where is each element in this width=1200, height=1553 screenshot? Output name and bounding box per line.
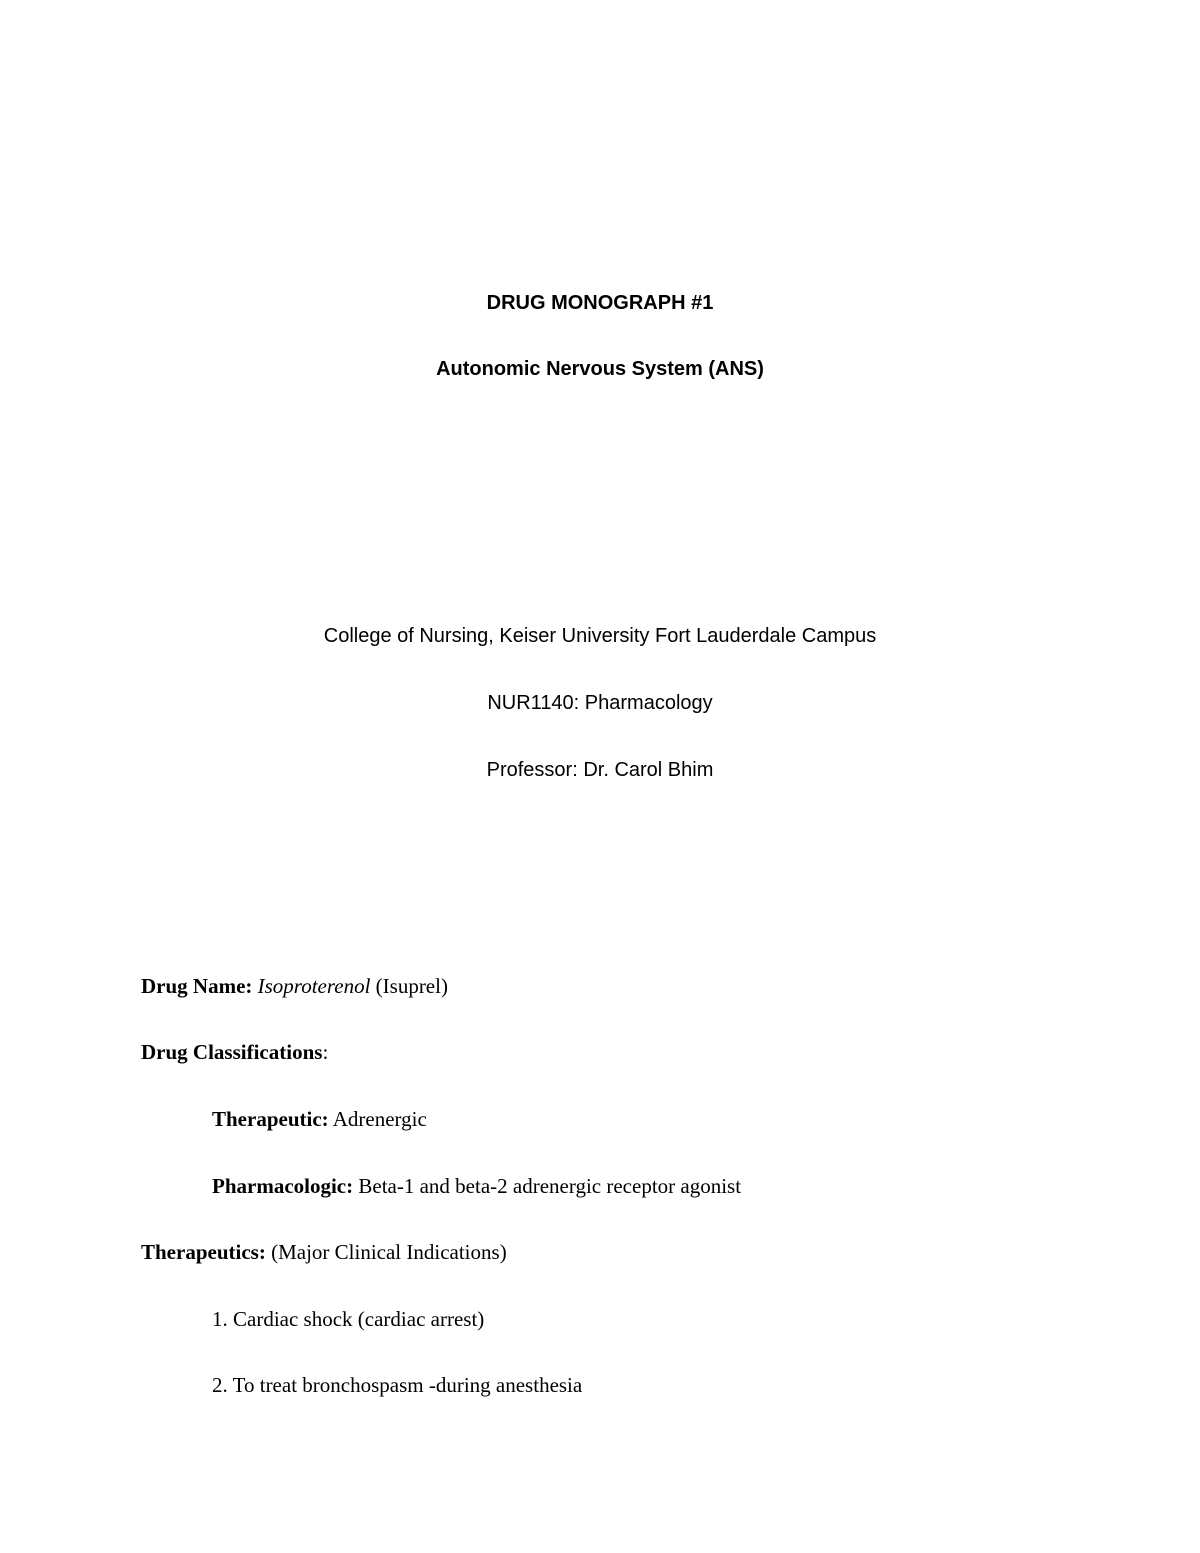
college-line: College of Nursing, Keiser University Fort Lauderdale Campus xyxy=(323,625,877,647)
drug-name-label: Drug Name: xyxy=(141,974,253,998)
pharmacologic-label: Pharmacologic: xyxy=(212,1174,354,1198)
therapeutic-line xyxy=(212,1107,427,1132)
therapeutic-value: Adrenergic xyxy=(328,1107,427,1131)
pharmacologic-value: Beta-1 and beta-2 adrenergic receptor agonist xyxy=(353,1174,742,1198)
classifications-colon: : xyxy=(322,1040,329,1064)
document-title: DRUG MONOGRAPH #1 xyxy=(486,292,714,314)
classifications-line xyxy=(141,1040,328,1065)
therapeutics-value: (Major Clinical Indications) xyxy=(265,1240,507,1264)
therapeutic-label: Therapeutic: xyxy=(212,1107,329,1131)
drug-name-line xyxy=(141,974,448,999)
indication-item: 1. Cardiac shock (cardiac arrest) xyxy=(212,1307,485,1331)
course-line: NUR1140: Pharmacology xyxy=(487,692,713,714)
therapeutics-label: Therapeutics: xyxy=(141,1240,266,1264)
pharmacologic-line xyxy=(212,1174,741,1199)
therapeutics-line xyxy=(141,1240,507,1265)
classifications-label: Drug Classifications xyxy=(141,1040,323,1064)
drug-name-generic: Isoproterenol xyxy=(257,974,371,998)
professor-line: Professor: Dr. Carol Bhim xyxy=(486,759,714,781)
drug-name-brand: (Isuprel) xyxy=(370,974,448,998)
indication-item: 2. To treat bronchospasm -during anesthesia xyxy=(212,1373,583,1397)
document-subtitle: Autonomic Nervous System (ANS) xyxy=(436,358,764,380)
